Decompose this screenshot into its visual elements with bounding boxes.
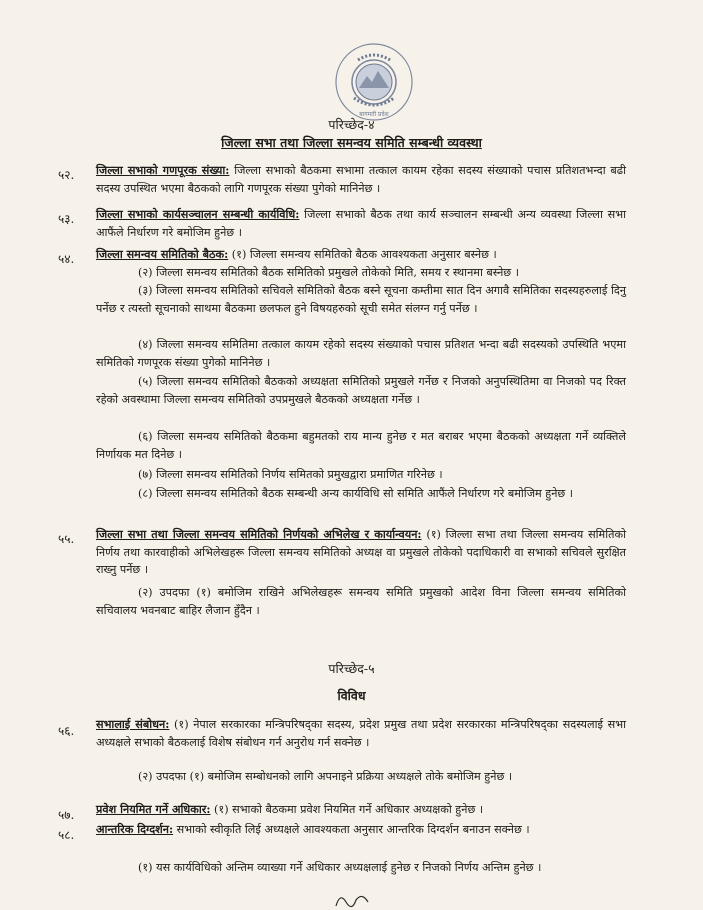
section-54-subsection-7: (७) जिल्ला समन्वय समितिको निर्णय समितको प्रमुखद्वारा प्रमाणित गरिनेछ ।: [138, 468, 443, 481]
section-52-number: ५२.: [58, 168, 75, 182]
section-54-title: जिल्ला समन्वय समितिको बैठक:: [96, 247, 229, 261]
section-56: [96, 716, 626, 751]
section-54-subsection-2: (२) जिल्ला समन्वय समितिको बैठक समितिको प्रमुखले तोकेको मिति, समय र स्थानमा बस्नेछ ।: [138, 266, 519, 279]
section-57-number: ५७.: [58, 808, 75, 822]
section-58: [96, 821, 626, 839]
seal-emblem-icon: [332, 40, 416, 124]
section-54-subsection-8: (८) जिल्ला समन्वय समितिको बैठक सम्बन्धी अन्य कार्यविधि सो समिति आफैंले निर्धारण गरे बमोजिम हुनेछ ।: [138, 487, 574, 500]
section-58-subsection-2: (१) यस कार्यविधिको अन्तिम व्याख्या गर्ने अधिकार अध्यक्षलाई हुनेछ र निजको निर्णय अन्तिम हुनेछ ।: [138, 861, 542, 874]
section-55-subsection-2: (२) उपदफा (१) बमोजिम राखिने अभिलेखहरू समन्वय समिति प्रमुखको आदेश विना जिल्ला समन्वय समितिको सचिवालय भवनबाट बाहिर लैजान हुँदैन ।: [96, 586, 626, 617]
section-53-title: जिल्ला सभाको कार्यसञ्चालन सम्बन्धी कार्यविधि:: [96, 207, 300, 221]
section-52-text: जिल्ला सभाको बैठकमा सभामा तत्काल कायम रहेका सदस्य संख्याको पचास प्रतिशतभन्दा बढी सदस्य उपस्थित भएमा बैठकको लागि गणपूरक संख्या पुगेको मानिनेछ ।: [96, 164, 626, 195]
section-52: [96, 162, 626, 197]
section-58-number: ५८.: [58, 828, 75, 842]
svg-text:बागमती प्रदेश: बागमती प्रदेश: [359, 111, 389, 118]
handwritten-initials: [332, 888, 380, 910]
section-58-title: आन्तरिक दिग्दर्शन:: [96, 822, 174, 836]
section-56-subsection-2: (२) उपदफा (१) बमोजिम सम्बोधनको लागि अपनाइने प्रक्रिया अध्यक्षले तोके बमोजिम हुनेछ ।: [138, 770, 513, 783]
section-54-text: (१) जिल्ला समन्वय समितिको बैठक आवश्यकता अनुसार बस्नेछ ।: [228, 248, 497, 261]
chapter-4-title: जिल्ला सभा तथा जिल्ला समन्वय समिति सम्बन्धी व्यवस्था: [221, 135, 482, 150]
section-54-subsection-4: (४) जिल्ला समन्वय समितिमा तत्काल कायम रहेको सदस्य संख्याको पचास प्रतिशत भन्दा बढी सदस्यको उपस्थिति भएमा समितिको गणपूरक संख्या पुगेको मानिनेछ ।: [96, 338, 626, 369]
section-55-text: (१) जिल्ला सभा तथा जिल्ला समन्वय समितिको निर्णय तथा कारवाहीको अभिलेखहरू जिल्ला समन्वय समितिको अध्यक्ष वा प्रमुखले तोकेको पदाधिकारी वा सभाको सचिवले सुरक्षित राख्नु पर्नेछ ।: [96, 528, 626, 577]
chapter-4-heading: परिच्छेद-४: [328, 117, 375, 132]
section-53: [96, 206, 626, 241]
section-57-title: प्रवेश नियमित गर्ने अधिकार:: [96, 802, 211, 816]
section-55-number: ५५.: [58, 532, 75, 546]
section-55: [96, 526, 626, 579]
section-54-subsection-3: (३) जिल्ला समन्वय समितिको सचिवले समितिको बैठक बस्ने सूचना कम्तीमा सात दिन अगावै समितिका सदस्यहरुलाई दिनु पर्नेछ र त्यस्तो सूचनाको साथमा बैठकमा छलफल हुने विषयहरुको सूची समेत संलग्न गर्नु पर्नेछ ।: [96, 284, 626, 315]
section-58-text: सभाको स्वीकृति लिई अध्यक्षले आवश्यकता अनुसार आन्तरिक दिग्दर्शन बनाउन सक्नेछ ।: [173, 823, 530, 836]
government-seal: [332, 40, 416, 124]
section-54-number: ५४.: [58, 252, 75, 266]
section-56-text: (१) नेपाल सरकारका मन्त्रिपरिषद्का सदस्य, प्रदेश प्रमुख तथा प्रदेश सरकारका मन्त्रिपरिषद्का सदस्यलाई सभा अध्यक्षले सभाको बैठकलाई विशेष संबोधन गर्न अनुरोध गर्न सक्नेछ ।: [96, 718, 626, 749]
section-57-text: (१) सभाको बैठकमा प्रवेश नियमित गर्ने अधिकार अध्यक्षको हुनेछ ।: [210, 803, 484, 816]
section-57: [96, 801, 626, 819]
section-54-subsection-5: (५) जिल्ला समन्वय समितिको बैठकको अध्यक्षता समितिको प्रमुखले गर्नेछ र निजको अनुपस्थितिमा वा निजको पद रिक्त रहेको अवस्थामा जिल्ला समन्वय समितिको उपप्रमुखले बैठकको अध्यक्षता गर्नेछ ।: [96, 375, 626, 406]
section-55-title: जिल्ला सभा तथा जिल्ला समन्वय समितिको निर्णयको अभिलेख र कार्यान्वयन:: [96, 527, 422, 541]
section-54-subsection-6: (६) जिल्ला समन्वय समितिको बैठकमा बहुमतको राय मान्य हुनेछ र मत बराबर भएमा बैठकको अध्यक्षता गर्ने व्यक्तिले निर्णायक मत दिनेछ ।: [96, 430, 626, 461]
section-53-number: ५३.: [58, 212, 75, 226]
section-56-number: ५६.: [58, 724, 75, 738]
chapter-5-heading: परिच्छेद-५: [328, 661, 375, 676]
section-56-title: सभालाई संबोधन:: [96, 717, 170, 731]
section-54: [96, 246, 626, 264]
signature-icon: [332, 888, 380, 910]
section-52-title: जिल्ला सभाको गणपूरक संख्या:: [96, 163, 230, 177]
section-53-text: जिल्ला सभाको बैठक तथा कार्य सञ्चालन सम्बन्धी अन्य व्यवस्था जिल्ला सभा आफैंले निर्धारण गरे बमोजिम हुनेछ ।: [96, 208, 626, 239]
chapter-5-title: विविध: [337, 688, 366, 703]
